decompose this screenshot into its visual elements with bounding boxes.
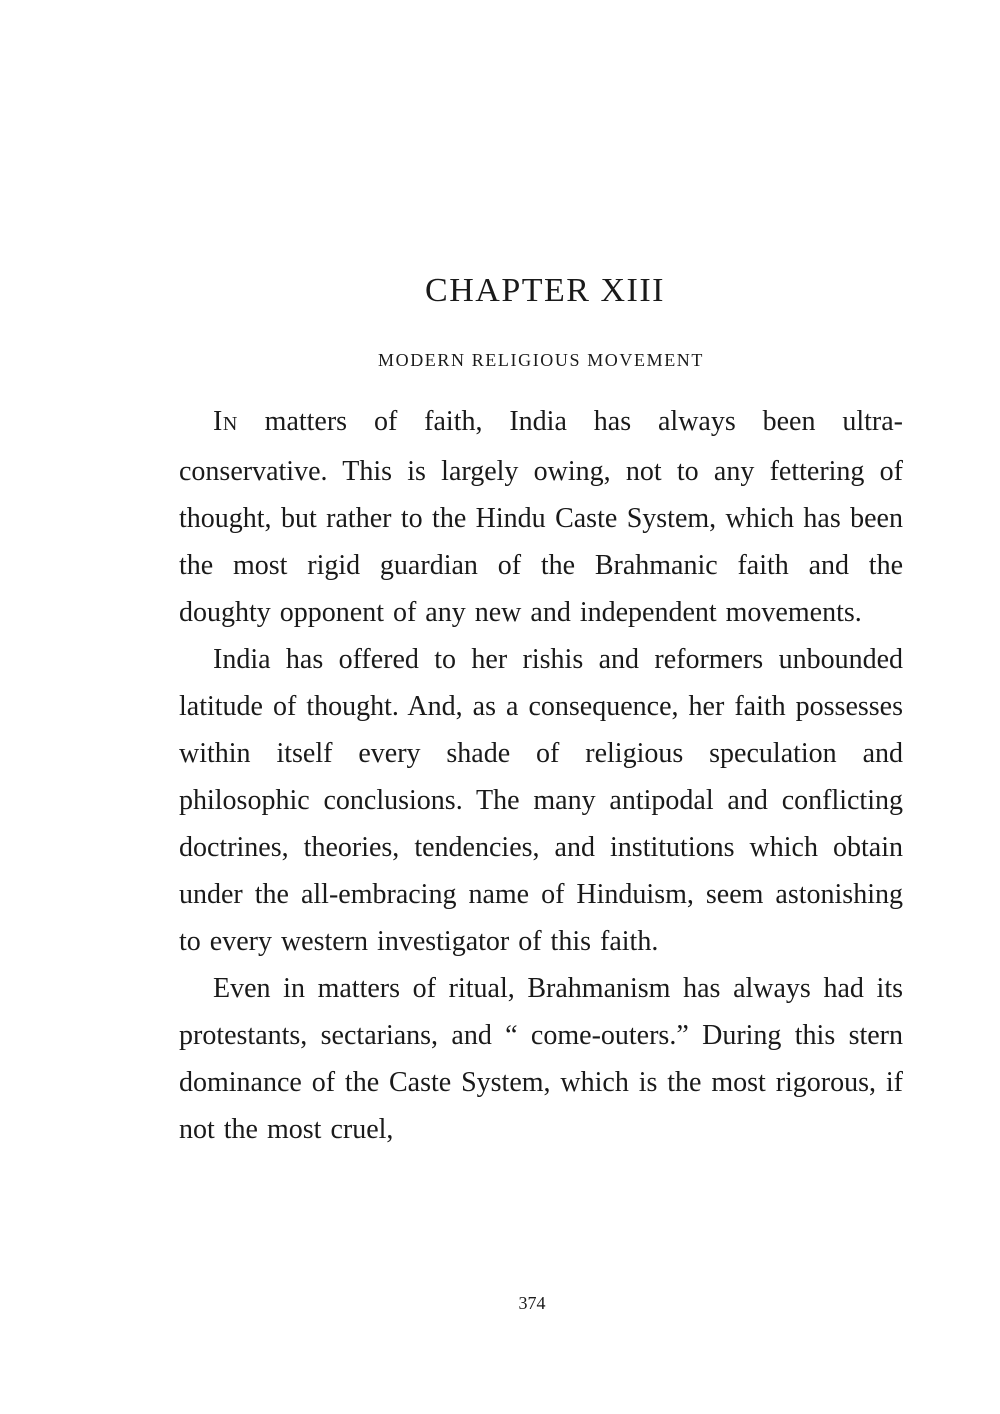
opening-rest: N	[222, 413, 238, 435]
chapter-subtitle: MODERN RELIGIOUS MOVEMENT	[378, 350, 704, 370]
body-text	[179, 398, 903, 1153]
paragraph-1	[179, 398, 903, 636]
opening-small-caps	[213, 406, 238, 437]
paragraph-3: Even in matters of ritual, Brahmanism has always had its protestants, sectarians, and “ come-outers.” During this stern dominance of the Caste System, which is the most rigorous, if not the most cruel,	[179, 973, 903, 1145]
chapter-heading: CHAPTER XIII	[425, 272, 665, 309]
paragraph-1-text: matters of faith, India has always been ultra-conservative. This is largely owing, not to any fettering of thought, but rather to the Hindu Caste System, which has been the most rigid guardian of the Brahmanic faith and the doughty opponent of any new and independent movements.	[179, 406, 903, 628]
paragraph-2: India has offered to her rishis and reformers unbounded latitude of thought. And, as a consequence, her faith possesses within itself every shade of religious speculation and philosophic conclusions. The many antipodal and conflicting doctrines, theories, tendencies, and institutions which obtain under the all-embracing name of Hinduism, seem astonishing to every western investigator of this faith.	[179, 644, 903, 957]
opening-initial: I	[213, 406, 223, 437]
page-number: 374	[518, 1293, 546, 1313]
